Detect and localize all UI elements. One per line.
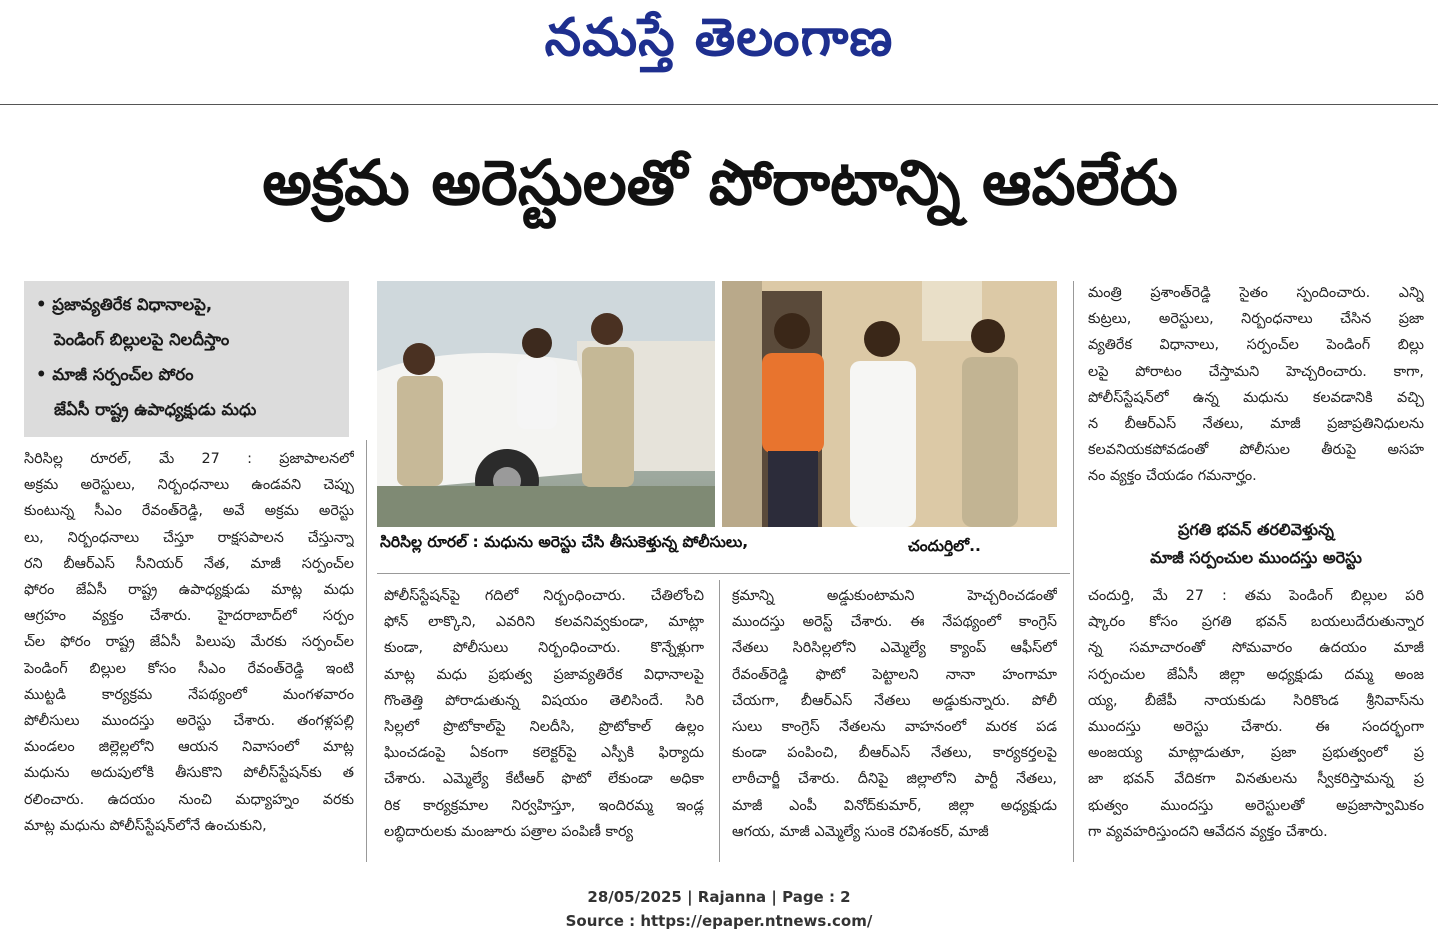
article-line: పోలీసులు ముందస్తు అరెస్టు చేశారు. తంగళ్లపల్లి bbox=[24, 713, 354, 730]
masthead bbox=[0, 0, 1438, 105]
article-line: ఫోరం జేఏసీ రాష్ట్ర ఉపాధ్యక్షుడు మాట్ల మధు bbox=[24, 582, 354, 599]
footer-date: 28/05/2025 | Rajanna | Page : 2 bbox=[587, 888, 851, 906]
article-line: రేవంత్‌రెడ్డి ఫొటో పెట్టాలని నానా హంగామా bbox=[732, 666, 1057, 683]
article-line: చందుర్తి, మే 27 : తమ పెండింగ్ బిల్లుల పరి bbox=[1088, 588, 1424, 604]
article-line: ఘించడంపై ఏకంగా కలెక్టర్‌పై ఎస్పీకి ఫిర్యాదు bbox=[384, 745, 704, 762]
photo-caption-1: సిరిసిల్ల రూరల్ : మధును అరెస్టు చేసి తీసుకెళ్తున్న పోలీసులు, bbox=[380, 533, 749, 551]
article-line: వ్యతిరేక విధానాలు, సర్పంచ్‌ల పెండింగ్ బిల్లు bbox=[1088, 337, 1424, 354]
column-divider bbox=[1073, 281, 1074, 862]
column-divider bbox=[366, 440, 367, 862]
article-line: మాట్ల మధును పోలీస్‌స్టేషన్‌లోనే ఉంచుకుని, bbox=[24, 817, 267, 834]
article-column-1 bbox=[24, 446, 354, 839]
article-line: పెండింగ్ బిల్లుల కోసం సీఎం రేవంత్‌రెడ్డి ఇంటి bbox=[24, 660, 354, 677]
article-column-2 bbox=[384, 583, 704, 845]
article-line: లబ్ధిదారులకు మంజూరు పత్రాల పంపిణీ కార్య bbox=[384, 823, 634, 840]
footer-source: Source : https://epaper.ntnews.com/ bbox=[565, 912, 873, 930]
article-line: కుండా పంపించి, బీఆర్‌ఎస్ నేతలు, కార్యకర్తలపై bbox=[732, 745, 1057, 762]
article-line: పోలీస్‌స్టేషన్‌లో ఉన్న మధును కలవడానికి వచ్చి bbox=[1088, 389, 1424, 406]
article-line: న్న సమాచారంతో సోమవారం ఉదయం మాజీ bbox=[1088, 640, 1424, 657]
article-line: గా వ్యవహరిస్తుందని ఆవేదన వ్యక్తం చేశారు. bbox=[1088, 823, 1328, 840]
article-line: అక్రమ అరెస్టులు, నిర్బంధనాలు ఉండవని చెప్పు bbox=[24, 477, 354, 494]
photo-caption-2: చందుర్తిలో.. bbox=[908, 537, 981, 555]
article-line: సర్పంచుల జేఏసీ జిల్లా అధ్యక్షుడు దమ్మ అంజ bbox=[1088, 666, 1424, 683]
article-line: య్య, బీజేపీ నాయకుడు సిరికొండ శ్రీనివాస్‌ను bbox=[1088, 692, 1424, 709]
summary-line: జేఏసీ రాష్ట్ర ఉపాధ్యక్షుడు మధు bbox=[54, 400, 257, 419]
newspaper-logo: నమస్తే తెలంగాణ bbox=[544, 8, 894, 68]
photo-police-arrest bbox=[377, 281, 715, 527]
article-line: పోలీస్‌స్టేషన్‌పై గదిలో నిర్బంధించారు. చేతిలోంచి bbox=[384, 588, 704, 604]
article-line: ష్కారం కోసం ప్రగతి భవన్ బయలుదేరుతున్నార bbox=[1088, 614, 1424, 631]
article-line: సిరిసిల్ల రూరల్, మే 27 : ప్రజాపాలనలో bbox=[24, 451, 354, 467]
subheading-line: మాజీ సర్పంచుల ముందస్తు అరెస్టు bbox=[1150, 548, 1362, 567]
article-line: కుండా, పోలీసులు నిర్బంధించారు. కొన్నేళ్లుగా bbox=[384, 640, 704, 657]
article-line: ఆగయ, మాజీ ఎమ్మెల్యే సుంకె రవిశంకర్, మాజీ bbox=[732, 823, 989, 840]
headline: అక్రమ అరెస్టులతో పోరాటాన్ని ఆపలేరు bbox=[262, 146, 1178, 219]
article-line: సులు కాంగ్రెస్ నేతలను వాహనంలో మరక పడ bbox=[732, 719, 1057, 736]
article-line: గొంతెత్తి పోరాడుతున్న విషయం తెలిసిందే. సిరి bbox=[384, 692, 704, 709]
article-line: ముట్టడి కార్యక్రమ నేపథ్యంలో మంగళవారం bbox=[24, 686, 354, 703]
article-line: ఫోన్ లాక్కొని, ఎవరిని కలవనివ్వకుండా, మాట్లా bbox=[384, 614, 704, 631]
article-line: భుత్వం ముందస్తు అరెస్టులతో అప్రజాస్వామికం bbox=[1088, 797, 1424, 814]
photo-chandurthi bbox=[722, 281, 1057, 527]
article-line: ముందస్తు అరెస్టు చేశారు. ఈ సందర్భంగా bbox=[1088, 719, 1424, 736]
column-divider bbox=[719, 580, 720, 862]
article-line: చేశారు. ఎమ్మెల్యే కేటీఆర్ ఫొటో లేకుండా అధికా bbox=[384, 771, 704, 788]
article-line: మధును అదుపులోకి తీసుకొని పోలీస్‌స్టేషన్‌కు త bbox=[24, 765, 354, 782]
article-line: మంత్రి ప్రశాంత్‌రెడ్డి సైతం స్పందించారు. ఎన్ని bbox=[1088, 285, 1424, 301]
subheading-line: ప్రగతి భవన్ తరలివెళ్తున్న bbox=[1178, 520, 1334, 539]
summary-box bbox=[24, 281, 349, 437]
article-line: నేతలు సిరిసిల్లలోని ఎమ్మెల్యే క్యాంప్ ఆఫీస్‌లో bbox=[732, 640, 1057, 657]
article-line: నం వ్యక్తం చేయడం గమనార్హం. bbox=[1088, 468, 1257, 485]
article-column-3 bbox=[732, 583, 1057, 845]
article-line: రని బీఆర్‌ఎస్ సీనియర్ నేత, మాజీ సర్పంచ్‌ల bbox=[24, 555, 354, 572]
article-line: లాఠీచార్జీ చేశారు. దీనిపై జిల్లాలోని పార్టీ నేతలు, bbox=[732, 771, 1057, 788]
article-line: మాట్ల మధు ప్రభుత్వ ప్రజావ్యతిరేక విధానాలపై bbox=[384, 666, 704, 683]
article-line: రలించారు. ఉదయం నుంచి మధ్యాహ్నం వరకు bbox=[24, 791, 354, 808]
article-line: కలవనియకపోవడంతో పోలీసుల తీరుపై అసహ bbox=[1088, 442, 1424, 459]
summary-line: • మాజీ సర్పంచ్‌ల పోరం bbox=[36, 365, 194, 384]
article-line: క్రమాన్ని అడ్డుకుంటామని హెచ్చరించడంతో bbox=[732, 588, 1057, 604]
article-line: కుట్రలు, అరెస్టులు, నిర్బంధనాలు చేసిన ప్రజా bbox=[1088, 311, 1424, 328]
subheading bbox=[1086, 516, 1426, 572]
article-line: మండలం జిల్లెల్లలోని ఆయన నివాసంలో మాట్ల bbox=[24, 739, 354, 756]
article-line: లపై పోరాటం చేస్తామని హెచ్చరించారు. కాగా, bbox=[1088, 363, 1424, 380]
article-column-4-top bbox=[1088, 280, 1424, 490]
caption-divider bbox=[377, 573, 1070, 574]
article-line: కుంటున్న సీఎం రేవంత్‌రెడ్డి, అవే అక్రమ అరెస్టు bbox=[24, 503, 354, 520]
photo-chandurthi-illustration bbox=[722, 281, 1057, 527]
article-column-4-bottom bbox=[1088, 583, 1424, 845]
summary-line: • ప్రజావ్యతిరేక విధానాలపై, bbox=[36, 295, 213, 314]
article-line: ముందస్తు అరెస్ట్ చేశారు. ఈ నేపథ్యంలో కాంగ్రెస్ bbox=[732, 614, 1057, 631]
article-line: న బీఆర్‌ఎస్ నేతలు, మాజీ ప్రజాప్రతినిధులను bbox=[1088, 416, 1424, 433]
article-line: రిక కార్యక్రమాల నిర్వహిస్తూ, ఇందిరమ్మ ఇండ్ల bbox=[384, 797, 704, 814]
photo-police-arrest-illustration bbox=[377, 281, 715, 527]
article-line: చ్‌ల ఫోరం రాష్ట్ర జేఏసీ పిలుపు మేరకు సర్పంచ్‌ల bbox=[24, 634, 354, 651]
article-line: మాజీ ఎంపీ వినోద్‌కుమార్, జిల్లా అధ్యక్షుడు bbox=[732, 797, 1057, 814]
article-line: సిల్లలో ప్రొటోకాల్‌పై నిలదీసి, ప్రొటోకాల్ ఉల్లం bbox=[384, 719, 704, 736]
summary-line: పెండింగ్ బిల్లులపై నిలదీస్తాం bbox=[54, 330, 230, 349]
article-line: ఆగ్రహం వ్యక్తం చేశారు. హైదరాబాద్‌లో సర్పం bbox=[24, 608, 354, 625]
article-line: లు, నిర్బంధనాలు చేస్తూ రాక్షసపాలన చేస్తున్నా bbox=[24, 529, 354, 546]
article-line: అంజయ్య మాట్లాడుతూ, ప్రజా ప్రభుత్వంలో ప్ర bbox=[1088, 745, 1424, 762]
article-line: జా భవన్ వేదికగా వినతులను స్వీకరిస్తామన్న ప్ర bbox=[1088, 771, 1424, 788]
article-line: చేయగా, బీఆర్‌ఎస్ నేతలు అడ్డుకున్నారు. పోలీ bbox=[732, 692, 1057, 709]
